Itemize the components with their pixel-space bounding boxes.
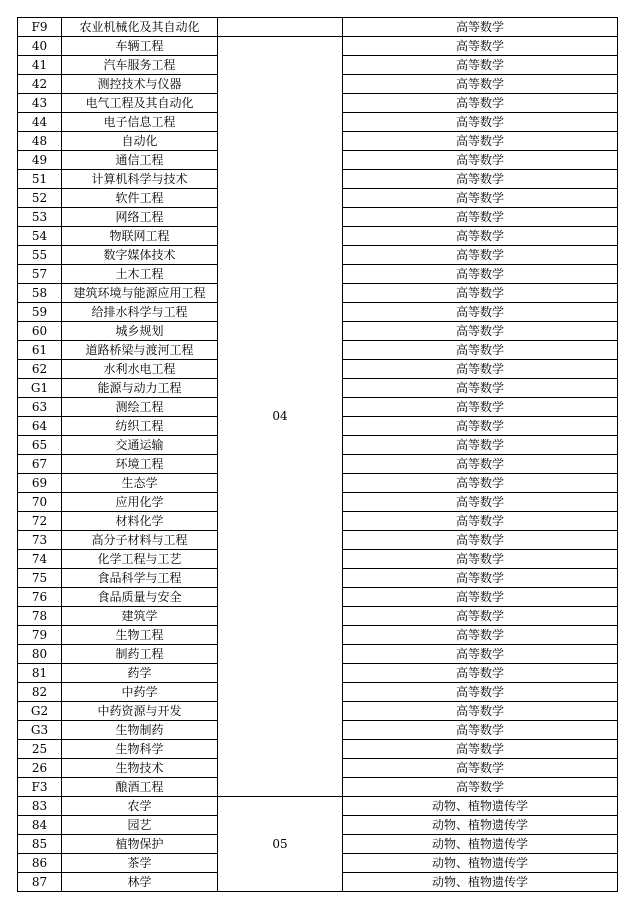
table-row [18, 37, 618, 56]
major-name-cell: 食品科学与工程 [62, 569, 218, 588]
major-code-cell: 60 [18, 322, 62, 341]
major-code-cell: 61 [18, 341, 62, 360]
major-code-cell: 26 [18, 759, 62, 778]
exam-subject-cell: 高等数学 [343, 56, 618, 75]
major-code-cell: 40 [18, 37, 62, 56]
exam-subject-cell: 高等数学 [343, 18, 618, 37]
exam-subject-cell: 高等数学 [343, 360, 618, 379]
major-code-cell: 74 [18, 550, 62, 569]
major-code-cell: 52 [18, 189, 62, 208]
exam-subject-cell: 高等数学 [343, 132, 618, 151]
major-name-cell: 化学工程与工艺 [62, 550, 218, 569]
major-code-cell: 75 [18, 569, 62, 588]
major-code-cell: 76 [18, 588, 62, 607]
exam-subject-cell: 高等数学 [343, 265, 618, 284]
exam-subject-cell: 高等数学 [343, 151, 618, 170]
major-code-cell: G2 [18, 702, 62, 721]
major-code-cell: 80 [18, 645, 62, 664]
major-code-cell: 63 [18, 398, 62, 417]
exam-subject-cell: 高等数学 [343, 474, 618, 493]
major-name-cell: 电气工程及其自动化 [62, 94, 218, 113]
major-code-cell: F9 [18, 18, 62, 37]
major-name-cell: 测控技术与仪器 [62, 75, 218, 94]
exam-subject-cell: 动物、植物遗传学 [343, 816, 618, 835]
major-code-cell: 85 [18, 835, 62, 854]
major-code-cell: 70 [18, 493, 62, 512]
major-name-cell: 通信工程 [62, 151, 218, 170]
exam-subject-cell: 高等数学 [343, 550, 618, 569]
major-name-cell: 建筑环境与能源应用工程 [62, 284, 218, 303]
major-code-cell: 51 [18, 170, 62, 189]
exam-subject-cell: 高等数学 [343, 322, 618, 341]
exam-subject-cell: 高等数学 [343, 379, 618, 398]
major-name-cell: 道路桥梁与渡河工程 [62, 341, 218, 360]
exam-subject-cell: 高等数学 [343, 702, 618, 721]
major-code-cell: 42 [18, 75, 62, 94]
exam-subject-cell: 高等数学 [343, 94, 618, 113]
exam-subject-cell: 高等数学 [343, 645, 618, 664]
exam-subject-cell: 高等数学 [343, 37, 618, 56]
major-name-cell: 林学 [62, 873, 218, 892]
major-name-cell: 电子信息工程 [62, 113, 218, 132]
major-code-cell: 87 [18, 873, 62, 892]
major-name-cell: 网络工程 [62, 208, 218, 227]
major-code-cell: 82 [18, 683, 62, 702]
major-name-cell: 自动化 [62, 132, 218, 151]
major-code-cell: 57 [18, 265, 62, 284]
major-name-cell: 给排水科学与工程 [62, 303, 218, 322]
major-name-cell: 应用化学 [62, 493, 218, 512]
exam-subject-cell: 动物、植物遗传学 [343, 873, 618, 892]
exam-subject-cell: 高等数学 [343, 284, 618, 303]
major-code-cell: 41 [18, 56, 62, 75]
major-name-cell: 制药工程 [62, 645, 218, 664]
major-name-cell: 纺织工程 [62, 417, 218, 436]
exam-subject-cell: 高等数学 [343, 208, 618, 227]
major-name-cell: 高分子材料与工程 [62, 531, 218, 550]
major-name-cell: 水利水电工程 [62, 360, 218, 379]
major-code-cell: 69 [18, 474, 62, 493]
exam-subject-cell: 高等数学 [343, 493, 618, 512]
major-code-cell: 43 [18, 94, 62, 113]
exam-subject-cell: 高等数学 [343, 75, 618, 94]
exam-subject-cell: 高等数学 [343, 588, 618, 607]
major-code-cell: 49 [18, 151, 62, 170]
major-name-cell: 汽车服务工程 [62, 56, 218, 75]
major-name-cell: 生物制药 [62, 721, 218, 740]
major-name-cell: 计算机科学与技术 [62, 170, 218, 189]
exam-subject-cell: 高等数学 [343, 626, 618, 645]
exam-subject-cell: 动物、植物遗传学 [343, 854, 618, 873]
major-code-cell: 58 [18, 284, 62, 303]
major-code-cell: G1 [18, 379, 62, 398]
exam-subject-cell: 高等数学 [343, 740, 618, 759]
major-name-cell: 材料化学 [62, 512, 218, 531]
exam-subject-cell: 高等数学 [343, 417, 618, 436]
exam-subject-cell: 高等数学 [343, 607, 618, 626]
major-code-cell: 59 [18, 303, 62, 322]
exam-subject-cell: 高等数学 [343, 341, 618, 360]
exam-subject-cell: 高等数学 [343, 455, 618, 474]
exam-subject-cell: 高等数学 [343, 189, 618, 208]
table-row [18, 18, 618, 37]
exam-subject-cell: 高等数学 [343, 170, 618, 189]
major-name-cell: 生物科学 [62, 740, 218, 759]
exam-subject-cell: 高等数学 [343, 113, 618, 132]
major-code-cell: 79 [18, 626, 62, 645]
major-code-cell: 73 [18, 531, 62, 550]
major-code-cell: 86 [18, 854, 62, 873]
group-code-cell [218, 18, 343, 37]
major-name-cell: 中药学 [62, 683, 218, 702]
major-code-cell: 44 [18, 113, 62, 132]
major-code-cell: 54 [18, 227, 62, 246]
major-code-cell: 78 [18, 607, 62, 626]
exam-subject-cell: 高等数学 [343, 721, 618, 740]
major-name-cell: 茶学 [62, 854, 218, 873]
major-code-cell: 62 [18, 360, 62, 379]
major-code-cell: F3 [18, 778, 62, 797]
exam-subject-cell: 高等数学 [343, 759, 618, 778]
exam-subject-cell: 高等数学 [343, 398, 618, 417]
major-name-cell: 能源与动力工程 [62, 379, 218, 398]
major-code-cell: 72 [18, 512, 62, 531]
major-code-cell: 53 [18, 208, 62, 227]
exam-subject-cell: 高等数学 [343, 246, 618, 265]
major-name-cell: 数字媒体技术 [62, 246, 218, 265]
table-row [18, 797, 618, 816]
exam-subject-cell: 高等数学 [343, 664, 618, 683]
major-name-cell: 物联网工程 [62, 227, 218, 246]
major-name-cell: 软件工程 [62, 189, 218, 208]
major-code-cell: 81 [18, 664, 62, 683]
major-name-cell: 植物保护 [62, 835, 218, 854]
major-code-cell: 83 [18, 797, 62, 816]
major-name-cell: 环境工程 [62, 455, 218, 474]
exam-subject-cell: 高等数学 [343, 778, 618, 797]
major-name-cell: 建筑学 [62, 607, 218, 626]
major-code-cell: 64 [18, 417, 62, 436]
major-code-cell: 65 [18, 436, 62, 455]
major-code-cell: 25 [18, 740, 62, 759]
major-code-cell: 67 [18, 455, 62, 474]
table-body [18, 18, 618, 892]
major-name-cell: 农业机械化及其自动化 [62, 18, 218, 37]
exam-subject-cell: 高等数学 [343, 512, 618, 531]
group-code-cell: 04 [218, 37, 343, 797]
major-subject-table [17, 17, 618, 892]
major-code-cell: G3 [18, 721, 62, 740]
major-code-cell: 48 [18, 132, 62, 151]
major-name-cell: 生物技术 [62, 759, 218, 778]
major-name-cell: 测绘工程 [62, 398, 218, 417]
exam-subject-cell: 动物、植物遗传学 [343, 835, 618, 854]
major-name-cell: 酿酒工程 [62, 778, 218, 797]
major-name-cell: 城乡规划 [62, 322, 218, 341]
major-name-cell: 车辆工程 [62, 37, 218, 56]
major-name-cell: 园艺 [62, 816, 218, 835]
exam-subject-cell: 高等数学 [343, 569, 618, 588]
exam-subject-cell: 高等数学 [343, 683, 618, 702]
exam-subject-cell: 高等数学 [343, 531, 618, 550]
exam-subject-cell: 高等数学 [343, 436, 618, 455]
major-name-cell: 药学 [62, 664, 218, 683]
major-code-cell: 84 [18, 816, 62, 835]
exam-subject-cell: 动物、植物遗传学 [343, 797, 618, 816]
major-code-cell: 55 [18, 246, 62, 265]
major-name-cell: 生态学 [62, 474, 218, 493]
major-name-cell: 土木工程 [62, 265, 218, 284]
exam-subject-cell: 高等数学 [343, 303, 618, 322]
major-name-cell: 中药资源与开发 [62, 702, 218, 721]
major-name-cell: 食品质量与安全 [62, 588, 218, 607]
major-name-cell: 农学 [62, 797, 218, 816]
exam-subject-cell: 高等数学 [343, 227, 618, 246]
group-code-cell: 05 [218, 797, 343, 892]
major-name-cell: 生物工程 [62, 626, 218, 645]
major-name-cell: 交通运输 [62, 436, 218, 455]
